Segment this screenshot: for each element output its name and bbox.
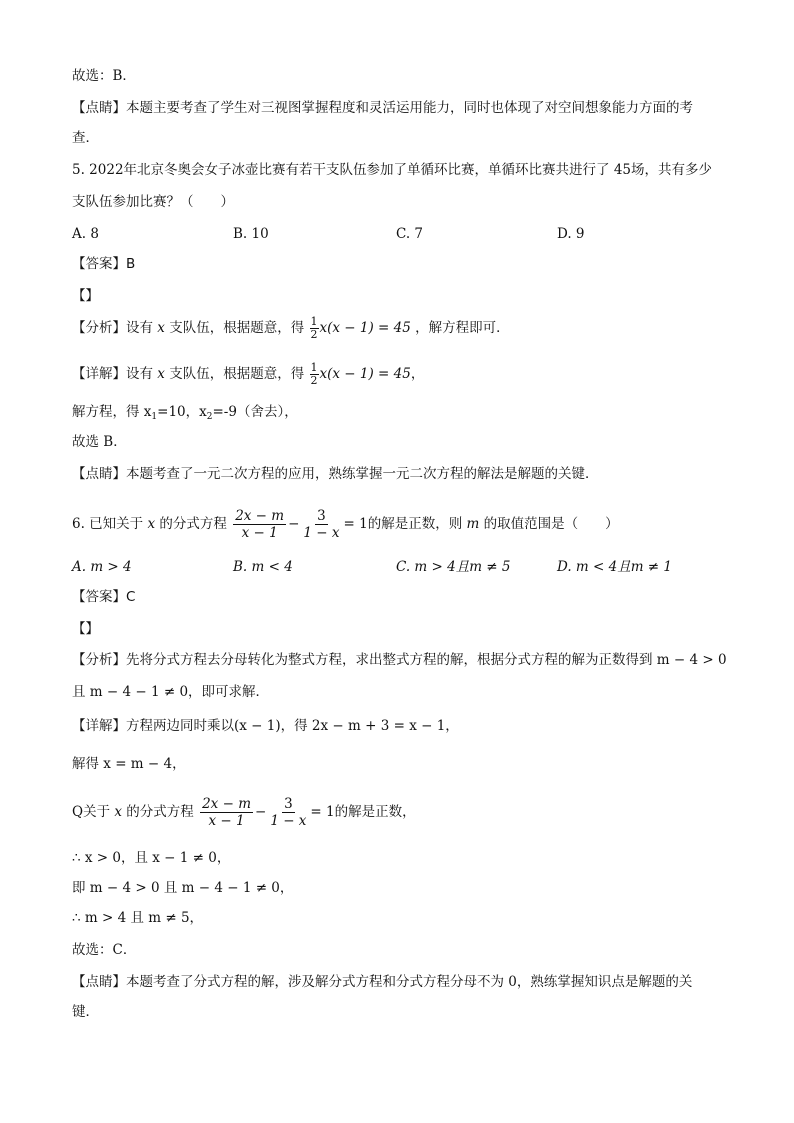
q5-solve — [72, 402, 298, 427]
q5-analysis — [72, 316, 510, 341]
q6-stem — [72, 508, 619, 541]
prev-note-line2: 查． — [72, 130, 99, 146]
q5-option-b: B. 10 — [233, 226, 269, 242]
q5-detail — [72, 362, 424, 387]
q5-answer: 【答案】B — [72, 256, 136, 272]
because-fraction-2 — [268, 796, 308, 829]
q6-option-d: D. m < 4且m ≠ 1 — [557, 559, 672, 575]
q5-option-c: C. 7 — [396, 226, 424, 242]
q5-option-a: A. 8 — [72, 226, 99, 242]
q6-ie: 即 m − 4 > 0 且 m − 4 − 1 ≠ 0， — [72, 880, 294, 896]
q5-analysis-pre: 【分析】设有 — [72, 320, 153, 336]
equals-one: = 1 — [310, 804, 335, 820]
q5-conclusion: 故选 B． — [72, 434, 127, 450]
q5-detail-var: x — [157, 366, 165, 382]
q6-stem-post: 的解是正数，则 — [367, 516, 463, 532]
frac-num: 1 — [310, 315, 318, 328]
q6-fraction-2 — [301, 508, 341, 541]
q5-detail-pre: 【详解】设有 — [72, 366, 153, 382]
q6-option-b: B. m < 4 — [233, 559, 293, 575]
x1-sub: 1 — [151, 412, 158, 422]
q6-answer: 【答案】C — [72, 589, 136, 605]
because-pre: Q关于 — [72, 804, 111, 820]
q6-stem-var-m: m — [466, 516, 480, 532]
f1-den: x − 1 — [208, 813, 245, 829]
q5-analysis-post: ，解方程即可． — [415, 320, 510, 336]
q5-analysis-mid: 支队伍，根据题意，得 — [169, 320, 305, 336]
because-var-x: x — [114, 804, 122, 820]
f2-den: 1 − x — [303, 525, 340, 541]
q5-detail-equation: x(x − 1) = 45 — [319, 366, 411, 382]
f1-den: x − 1 — [241, 525, 278, 541]
f2-num: 3 — [284, 796, 293, 812]
q6-jiexi: 【】 — [72, 621, 99, 637]
minus-sign: − — [255, 804, 267, 820]
minus-sign: − — [288, 516, 300, 532]
because-mid: 的分式方程 — [126, 804, 194, 820]
q6-stem-end: 的取值范围是（ ） — [483, 516, 619, 532]
q5-solve-pre: 解方程，得 x — [72, 404, 152, 420]
q6-detail-line1: 【详解】方程两边同时乘以(x − 1)，得 2x − m + 3 = x − 1， — [72, 718, 459, 734]
q6-conclusion: 故选：C． — [72, 942, 137, 958]
q5-analysis-equation: x(x − 1) = 45 — [319, 320, 411, 336]
f1-num: 2x − m — [202, 796, 251, 812]
q6-stem-pre: 6. 已知关于 — [72, 516, 144, 532]
q6-therefore1: ∴ x > 0，且 x − 1 ≠ 0， — [72, 850, 231, 866]
q6-note-line1: 【点睛】本题考查了分式方程的解，涉及解分式方程和分式方程分母不为 0，熟练掌握知识点是解题的关 — [72, 974, 693, 990]
q5-option-d: D. 9 — [557, 226, 585, 242]
q5-stem-line1: 5. 2022年北京冬奥会女子冰壶比赛有若干支队伍参加了单循环比赛，单循环比赛共进行了 45场，共有多少 — [72, 162, 712, 178]
q5-analysis-fraction — [310, 316, 319, 341]
q6-analysis-line1: 【分析】先将分式方程去分母转化为整式方程，求出整式方程的解，根据分式方程的解为正数得到 m − 4 > 0 — [72, 652, 727, 668]
because-post: 的解是正数， — [334, 804, 416, 820]
x2-sub: 2 — [206, 412, 213, 422]
f1-num: 2x − m — [235, 508, 285, 524]
q5-note: 【点睛】本题考查了一元二次方程的应用，熟练掌握一元二次方程的解法是解题的关键． — [72, 466, 599, 482]
frac-den: 2 — [310, 374, 318, 387]
q6-therefore2: ∴ m > 4 且 m ≠ 5， — [72, 910, 204, 926]
equals-one: = 1 — [343, 516, 368, 532]
q5-stem-line2: 支队伍参加比赛？（ ） — [72, 194, 234, 210]
x2-value: =-9（舍去）， — [212, 404, 298, 420]
f2-den: 1 − x — [270, 813, 307, 829]
q5-detail-post: ， — [410, 366, 425, 382]
q6-because — [72, 796, 416, 829]
because-fraction-1 — [200, 796, 253, 829]
q6-stem-var-x: x — [147, 516, 156, 532]
q6-fraction-1 — [233, 508, 286, 541]
q5-analysis-var: x — [157, 320, 165, 336]
q5-detail-mid: 支队伍，根据题意，得 — [169, 366, 305, 382]
prev-conclusion: 故选：B． — [72, 68, 136, 84]
f2-num: 3 — [317, 508, 326, 524]
q6-option-a: A. m > 4 — [72, 559, 132, 575]
prev-note-line1: 【点睛】本题主要考查了学生对三视图掌握程度和灵活运用能力，同时也体现了对空间想象能力方面的考 — [72, 100, 693, 116]
q5-detail-fraction — [310, 362, 319, 387]
q5-jiexi: 【】 — [72, 288, 99, 304]
q6-analysis-line2: 且 m − 4 − 1 ≠ 0，即可求解． — [72, 684, 270, 700]
x1-value: =10，x — [157, 404, 207, 420]
frac-den: 2 — [310, 328, 318, 341]
q6-note-line2: 键． — [72, 1004, 99, 1020]
frac-num: 1 — [310, 361, 318, 374]
q6-option-c: C. m > 4且m ≠ 5 — [396, 559, 511, 575]
q6-detail-line2: 解得 x = m − 4， — [72, 756, 186, 772]
q6-stem-mid: 的分式方程 — [159, 516, 227, 532]
